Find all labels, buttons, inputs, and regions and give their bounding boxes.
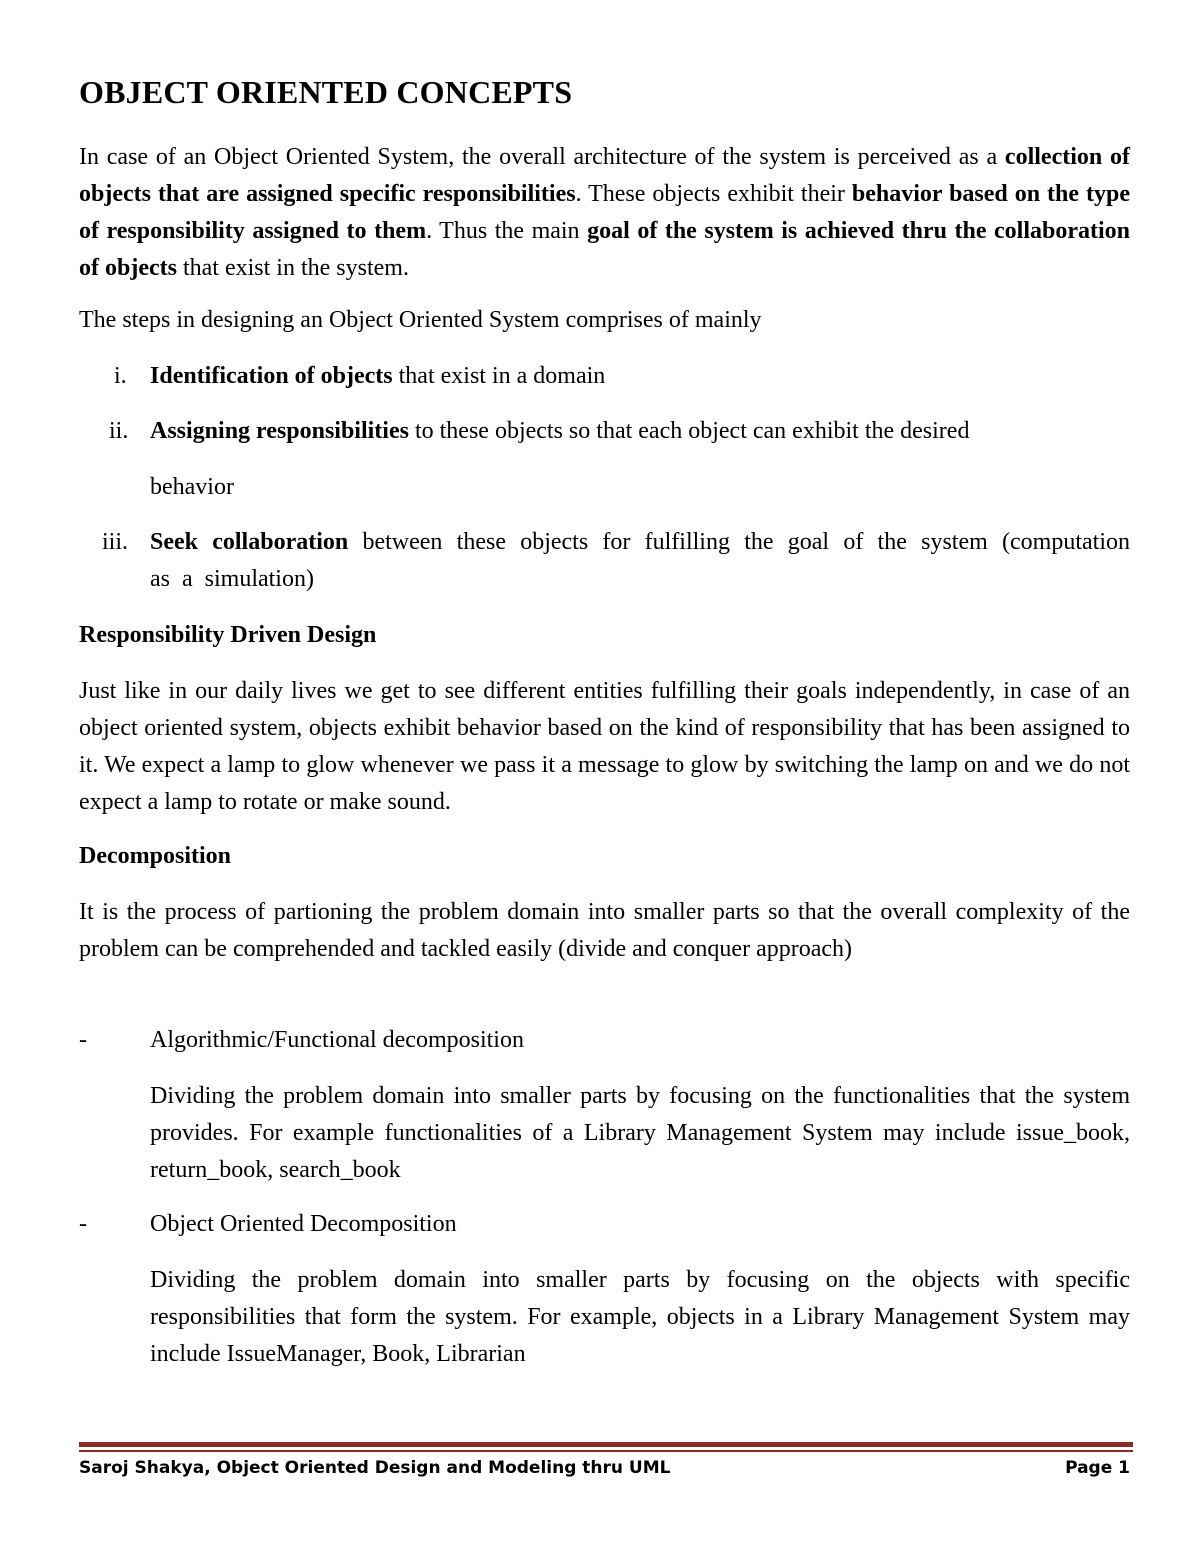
rdd-paragraph: Just like in our daily lives we get to see different entities fulfilling their goals independently, in case of an object oriented system, objects exhibit behavior based on the kind of responsibility that has been assigned to it. We expect a lamp to glow whenever we pass it a message to glow by switching the lamp on and we do not expect a lamp to rotate or make sound. [79,678,1130,815]
intro-text-2: . These objects exhibit their [575,181,852,207]
step-number: i. [114,363,127,389]
intro-paragraph [79,139,1130,287]
section-heading-decomposition: Decomposition [79,843,231,869]
step-item [150,413,1130,450]
decomposition-type-body: Dividing the problem domain into smaller parts by focusing on the objects with specific responsibilities that form the system. For example, objects in a Library Management System may include IssueManager, Book, Librarian [150,1267,1130,1367]
list-dash: - [79,1027,87,1053]
step-number: iii. [102,529,129,555]
intro-text-1: In case of an Object Oriented System, the overall architecture of the system is perceived as a [79,144,1005,170]
list-dash: - [79,1211,87,1237]
step-text: between these objects for fulfilling the goal of the system (computation as a simulation) [150,529,1130,592]
decomposition-type-title: Algorithmic/Functional decomposition [150,1027,524,1053]
intro-bold-1: collection of objects that are assigned specific responsibilities [79,144,1130,207]
footer-rule-thin [79,1450,1133,1452]
step-number: ii. [109,418,129,444]
step-bold: Identification of objects [150,363,393,389]
footer-rule-thick [79,1442,1133,1447]
intro-text-3: . Thus the main [426,218,588,244]
decomposition-type-body: Dividing the problem domain into smaller parts by focusing on the functionalities that the system provides. For example functionalities of a Library Management System may include issue_book, return_book, search_book [150,1083,1130,1183]
step-item [150,358,1130,395]
footer-page-number: Page 1 [1065,1458,1130,1478]
step-bold: Assigning responsibilities [150,418,409,444]
step-text: that exist in a domain [392,363,606,389]
intro-bold-2: behavior based on the type of responsibility assigned to them [79,181,1130,244]
steps-lead: The steps in designing an Object Oriented System comprises of mainly [79,307,762,333]
page-title: OBJECT ORIENTED CONCEPTS [79,74,573,110]
decomposition-type-title: Object Oriented Decomposition [150,1211,457,1237]
intro-bold-3: goal of the system is achieved thru the collaboration of objects [79,218,1131,281]
step-text: to these objects so that each object can exhibit the desired [408,418,970,444]
section-heading-rdd: Responsibility Driven Design [79,622,377,648]
decomposition-paragraph: It is the process of partioning the problem domain into smaller parts so that the overall complexity of the problem can be comprehended and tackled easily (divide and conquer approach) [79,899,1130,962]
step-item [150,524,1130,598]
step-item-continuation: behavior [150,474,234,500]
intro-text-4: that exist in the system. [176,255,409,281]
step-bold: Seek collaboration [150,529,349,555]
footer-author: Saroj Shakya, Object Oriented Design and Modeling thru UML [79,1458,671,1478]
